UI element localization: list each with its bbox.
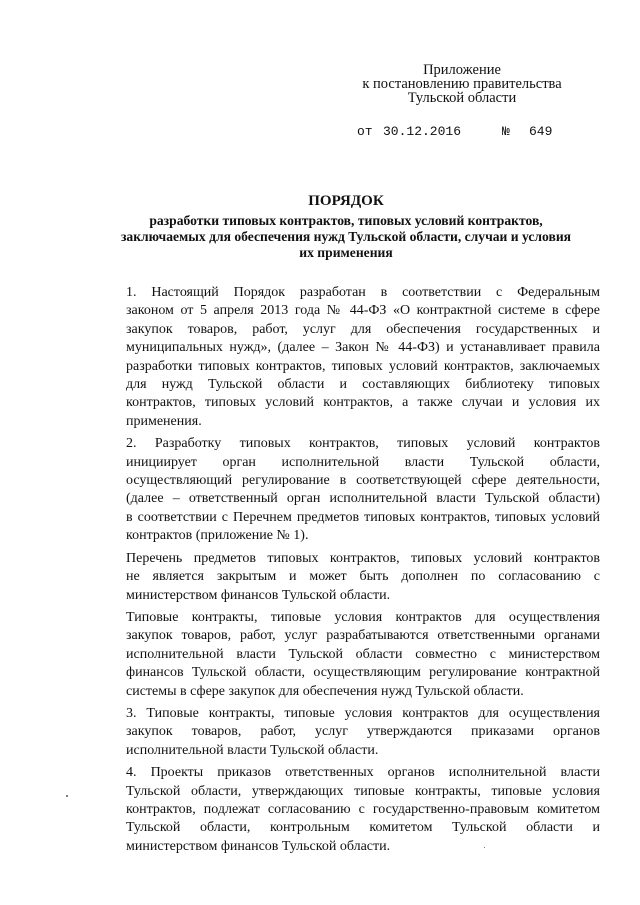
text-line: муниципальных нужд», (далее – Закон № 44-ФЗ) и устанавливает правила: [126, 340, 600, 356]
text-line: контрактов (приложение № 1).: [126, 528, 309, 544]
paragraph-2: [88, 435, 600, 545]
text-line: 3. Типовые контракты, типовые условия контрактов для осуществления: [126, 705, 600, 721]
text-line: исполнительной власти Тульской области совместно с министерством: [126, 646, 600, 662]
text-line: в соответствии с Перечнем предметов типовых контрактов, типовых условий: [126, 509, 600, 525]
text-line: инициирует орган исполнительной власти Тульской области,: [126, 454, 600, 470]
text-line: Типовые контракты, типовые условия контрактов для осуществления: [126, 609, 600, 625]
document-title: ПОРЯДОК: [308, 193, 384, 209]
text-line: закупок товаров, работ, услуг утверждаются приказами органов: [126, 724, 600, 740]
approval-line: Приложение: [423, 62, 501, 78]
text-line: закупок товаров, работ, услуг разрабатываются ответственными органами: [126, 628, 600, 644]
paragraph-3: [88, 550, 600, 605]
subtitle-line: заключаемых для обеспечения нужд Тульской области, случаи и условия: [120, 229, 572, 244]
subtitle-line: их применения: [299, 245, 393, 260]
document-heading: [80, 193, 612, 261]
text-line: 4. Проекты приказов ответственных органов исполнительной власти: [126, 765, 600, 781]
order-reference: [357, 124, 597, 140]
order-date: 30.12.2016: [383, 124, 462, 139]
subtitle-line: разработки типовых контрактов, типовых условий контрактов,: [149, 213, 543, 228]
text-line: системы в сфере закупок для обеспечения нужд Тульской области.: [126, 683, 524, 699]
document-body: [88, 284, 600, 856]
order-from-label: от: [357, 124, 373, 139]
approval-line: Тульской области: [407, 90, 517, 106]
text-line: законом от 5 апреля 2013 года № 44-ФЗ «О контрактной системе в сфере: [126, 303, 600, 319]
text-line: Перечень предметов типовых контрактов, типовых условий контрактов: [126, 550, 600, 566]
text-line: для нужд Тульской области и составляющих библиотеку типовых: [126, 377, 600, 393]
approval-line: к постановлению правительства: [362, 76, 562, 92]
order-number: 649: [529, 124, 553, 139]
text-line: осуществляющий регулирование в соответствующей сфере деятельности,: [126, 473, 600, 489]
text-line: Тульской области, утверждающих типовые контракты, типовые условия: [126, 783, 600, 799]
text-line: 1. Настоящий Порядок разработан в соответствии с Федеральным: [126, 285, 600, 300]
paragraph-5: [88, 705, 600, 760]
approval-stamp: [352, 63, 572, 105]
text-line: контрактов, подлежат согласованию с государственно-правовым комитетом: [126, 801, 600, 817]
scan-speck: [484, 847, 485, 848]
paragraph-1: [88, 284, 600, 431]
text-line: (далее – ответственный орган исполнительной власти Тульской области): [126, 491, 600, 507]
text-line: 2. Разработку типовых контрактов, типовых условий контрактов: [126, 436, 600, 452]
text-line: применения.: [126, 413, 202, 429]
text-line: министерством финансов Тульской области.: [126, 838, 391, 854]
order-number-sign: №: [502, 124, 510, 139]
text-line: министерством финансов Тульской области.: [126, 587, 391, 603]
text-line: разработки типовых контрактов, типовых условий контрактов, заключаемых: [126, 358, 600, 374]
paragraph-6: [88, 764, 600, 856]
text-line: финансов Тульской области, осуществляющим регулирование контрактной: [126, 665, 600, 681]
text-line: исполнительной власти Тульской области.: [126, 742, 379, 758]
text-line: не является закрытым и может быть дополнен по согласованию с: [126, 569, 600, 585]
text-line: закупок товаров, работ, услуг для обеспечения государственных и: [126, 321, 600, 337]
text-line: Тульской области, контрольным комитетом Тульской области и: [126, 820, 600, 836]
paragraph-4: [88, 609, 600, 701]
scan-speck: [66, 795, 68, 797]
text-line: контрактов, типовых условий контрактов, а также случаи и условия их: [126, 395, 600, 411]
